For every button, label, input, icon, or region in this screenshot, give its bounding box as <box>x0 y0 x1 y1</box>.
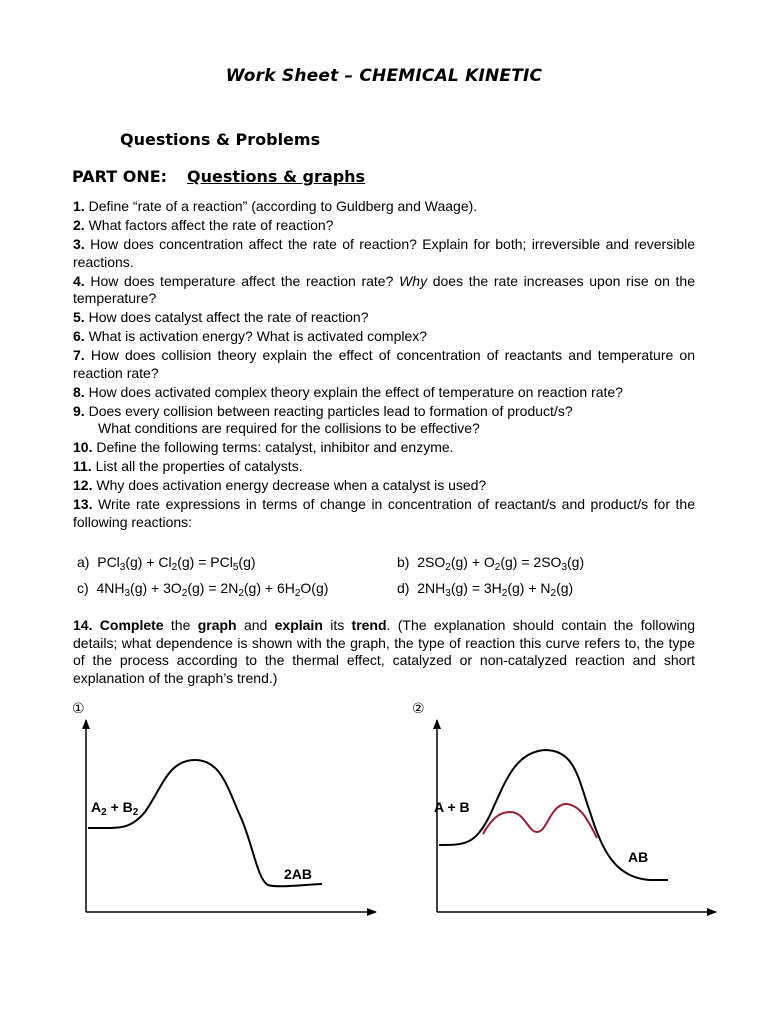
section-subtitle: Questions & Problems <box>120 130 321 149</box>
reaction-d: d) $2NH_3(g) = 3H_2(g) + N_2(g)$ <box>397 580 574 599</box>
question-2: 2. What factors affect the rate of reaction? <box>73 217 334 233</box>
question-14: 14. Complete the graph and explain its trend. (The explanation should contain the following details; what dependence is shown with the graph, the type of reaction this curve refers to, the type of the process according to the thermal effect, catalyzed or non-catalyzed reaction and short explanation of the graph’s trend.) <box>73 617 696 686</box>
question-4: 4. How does temperature affect the reaction rate? Why does the rate increases upon rise on the temperature? <box>73 272 696 306</box>
question-12: 12. Why does activation energy decrease when a catalyst is used? <box>73 477 487 493</box>
graph-2-product-label: AB <box>628 849 649 865</box>
question-7: 7. How does collision theory explain the effect of concentration of reactants and temperature on reaction rate? <box>73 347 695 381</box>
graph-1-reactants-label: $A_2 + B_2$ <box>91 799 139 818</box>
graph-1-marker: ① <box>72 701 85 717</box>
question-6: 6. What is activation energy? What is activated complex? <box>73 328 428 344</box>
reaction-b: b) $2SO_2(g) + O_2(g) = 2SO_3(g)$ <box>397 554 585 573</box>
part-label: PART ONE: <box>72 167 168 186</box>
worksheet-title: Work Sheet – CHEMICAL KINETIC <box>225 66 543 86</box>
question-10: 10. Define the following terms: catalyst, inhibitor and enzyme. <box>73 439 454 455</box>
graph-2-catalyzed-curve <box>483 804 597 838</box>
question-1: 1. Define “rate of a reaction” (according to Guldberg and Waage). <box>73 198 478 214</box>
question-3: 3. How does concentration affect the rate of reaction? Explain for both; irreversible and reversible reactions. <box>73 236 696 270</box>
graph-2-reactants-label: A + B <box>434 799 470 815</box>
graph-2-marker: ② <box>412 701 425 717</box>
question-9: 9. Does every collision between reacting particles lead to formation of product/s? What conditions are required for the collisions to be effective? <box>73 402 573 436</box>
reaction-c: c) $4NH_3(g) + 3O_2(g) = 2N_2(g) + 6H_2O(g)$ <box>77 580 329 599</box>
question-8: 8. How does activated complex theory explain the effect of temperature on reaction rate? <box>73 383 623 400</box>
question-5: 5. How does catalyst affect the rate of reaction? <box>73 309 369 325</box>
question-13: 13. Write rate expressions in terms of change in concentration of reactant/s and product/s for the following reactions: <box>73 496 695 530</box>
question-11: 11. List all the properties of catalysts. <box>73 458 303 474</box>
reaction-a: a) $PCl_3(g) + Cl_2(g) = PCl_5(g)$ <box>77 554 256 573</box>
part-title: Questions & graphs <box>187 167 366 186</box>
graph-1-product-label: 2AB <box>284 866 313 882</box>
